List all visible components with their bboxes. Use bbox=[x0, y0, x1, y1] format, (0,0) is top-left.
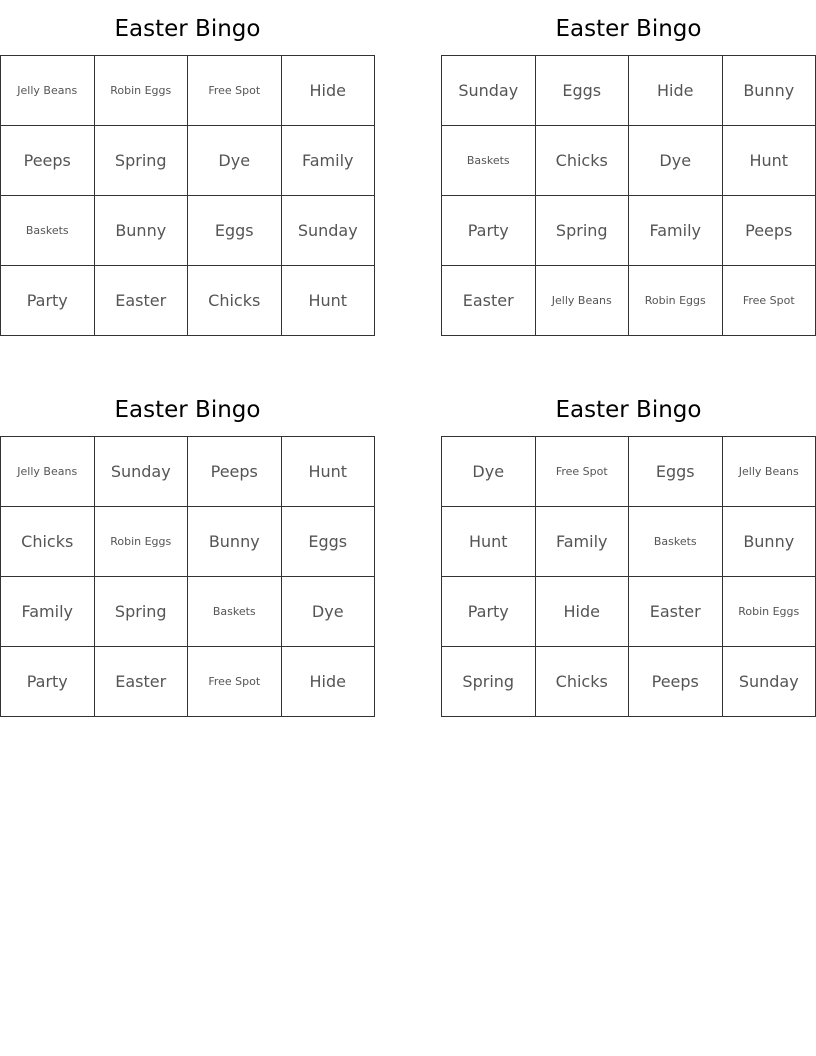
bingo-cell: Eggs bbox=[188, 196, 282, 266]
bingo-cell: Bunny bbox=[188, 507, 282, 577]
bingo-cell: Jelly Beans bbox=[1, 56, 95, 126]
bingo-cell: Chicks bbox=[536, 647, 630, 717]
card-title: Easter Bingo bbox=[114, 16, 261, 42]
bingo-cell: Family bbox=[1, 577, 95, 647]
card-title: Easter Bingo bbox=[555, 16, 702, 42]
bingo-cell: Chicks bbox=[536, 126, 630, 196]
bingo-cell: Easter bbox=[95, 266, 189, 336]
bingo-cell: Baskets bbox=[629, 507, 723, 577]
bingo-cell: Jelly Beans bbox=[1, 437, 95, 507]
bingo-cell: Sunday bbox=[282, 196, 376, 266]
bingo-cell: Robin Eggs bbox=[629, 266, 723, 336]
bingo-cell: Dye bbox=[629, 126, 723, 196]
bingo-cell: Easter bbox=[95, 647, 189, 717]
bingo-cell: Party bbox=[442, 196, 536, 266]
bingo-cell: Eggs bbox=[536, 56, 630, 126]
bingo-cell: Hide bbox=[536, 577, 630, 647]
bingo-cell: Party bbox=[1, 647, 95, 717]
bingo-grid bbox=[441, 55, 816, 336]
bingo-card-3 bbox=[0, 381, 375, 717]
bingo-cell: Bunny bbox=[95, 196, 189, 266]
bingo-cell: Easter bbox=[442, 266, 536, 336]
bingo-cell: Dye bbox=[188, 126, 282, 196]
bingo-cell: Spring bbox=[536, 196, 630, 266]
bingo-cell: Peeps bbox=[723, 196, 816, 266]
bingo-card-2 bbox=[441, 0, 816, 336]
bingo-cell: Family bbox=[282, 126, 376, 196]
bingo-cell: Sunday bbox=[442, 56, 536, 126]
bingo-cell: Peeps bbox=[1, 126, 95, 196]
bingo-cell: Spring bbox=[95, 126, 189, 196]
bingo-cell: Jelly Beans bbox=[536, 266, 630, 336]
bingo-cell: Robin Eggs bbox=[723, 577, 816, 647]
bingo-cell: Hide bbox=[282, 647, 376, 717]
bingo-cell: Jelly Beans bbox=[723, 437, 816, 507]
bingo-cell: Baskets bbox=[1, 196, 95, 266]
bingo-cell: Dye bbox=[442, 437, 536, 507]
bingo-cell: Hide bbox=[629, 56, 723, 126]
bingo-cell: Dye bbox=[282, 577, 376, 647]
bingo-cell: Bunny bbox=[723, 507, 816, 577]
bingo-cell: Eggs bbox=[282, 507, 376, 577]
bingo-cell: Spring bbox=[442, 647, 536, 717]
bingo-cell: Peeps bbox=[629, 647, 723, 717]
bingo-cell: Robin Eggs bbox=[95, 507, 189, 577]
bingo-cell: Free Spot bbox=[188, 56, 282, 126]
bingo-cell: Family bbox=[536, 507, 630, 577]
bingo-cell: Baskets bbox=[188, 577, 282, 647]
bingo-grid bbox=[0, 55, 375, 336]
bingo-cell: Party bbox=[1, 266, 95, 336]
bingo-cell: Free Spot bbox=[723, 266, 816, 336]
bingo-cell: Family bbox=[629, 196, 723, 266]
bingo-card-4 bbox=[441, 381, 816, 717]
bingo-cell: Free Spot bbox=[536, 437, 630, 507]
bingo-cell: Baskets bbox=[442, 126, 536, 196]
card-title: Easter Bingo bbox=[114, 397, 261, 423]
bingo-cell: Sunday bbox=[723, 647, 816, 717]
bingo-cell: Free Spot bbox=[188, 647, 282, 717]
bingo-cell: Eggs bbox=[629, 437, 723, 507]
bingo-cell: Party bbox=[442, 577, 536, 647]
bingo-card-1 bbox=[0, 0, 375, 336]
bingo-cell: Hunt bbox=[723, 126, 816, 196]
bingo-cell: Hunt bbox=[282, 266, 376, 336]
bingo-cell: Robin Eggs bbox=[95, 56, 189, 126]
card-title: Easter Bingo bbox=[555, 397, 702, 423]
bingo-cell: Bunny bbox=[723, 56, 816, 126]
bingo-cell: Peeps bbox=[188, 437, 282, 507]
bingo-cell: Easter bbox=[629, 577, 723, 647]
bingo-cell: Hunt bbox=[282, 437, 376, 507]
bingo-cell: Chicks bbox=[1, 507, 95, 577]
bingo-cell: Hide bbox=[282, 56, 376, 126]
bingo-cell: Spring bbox=[95, 577, 189, 647]
bingo-cell: Sunday bbox=[95, 437, 189, 507]
bingo-cell: Hunt bbox=[442, 507, 536, 577]
bingo-cell: Chicks bbox=[188, 266, 282, 336]
bingo-grid bbox=[0, 436, 375, 717]
bingo-grid bbox=[441, 436, 816, 717]
